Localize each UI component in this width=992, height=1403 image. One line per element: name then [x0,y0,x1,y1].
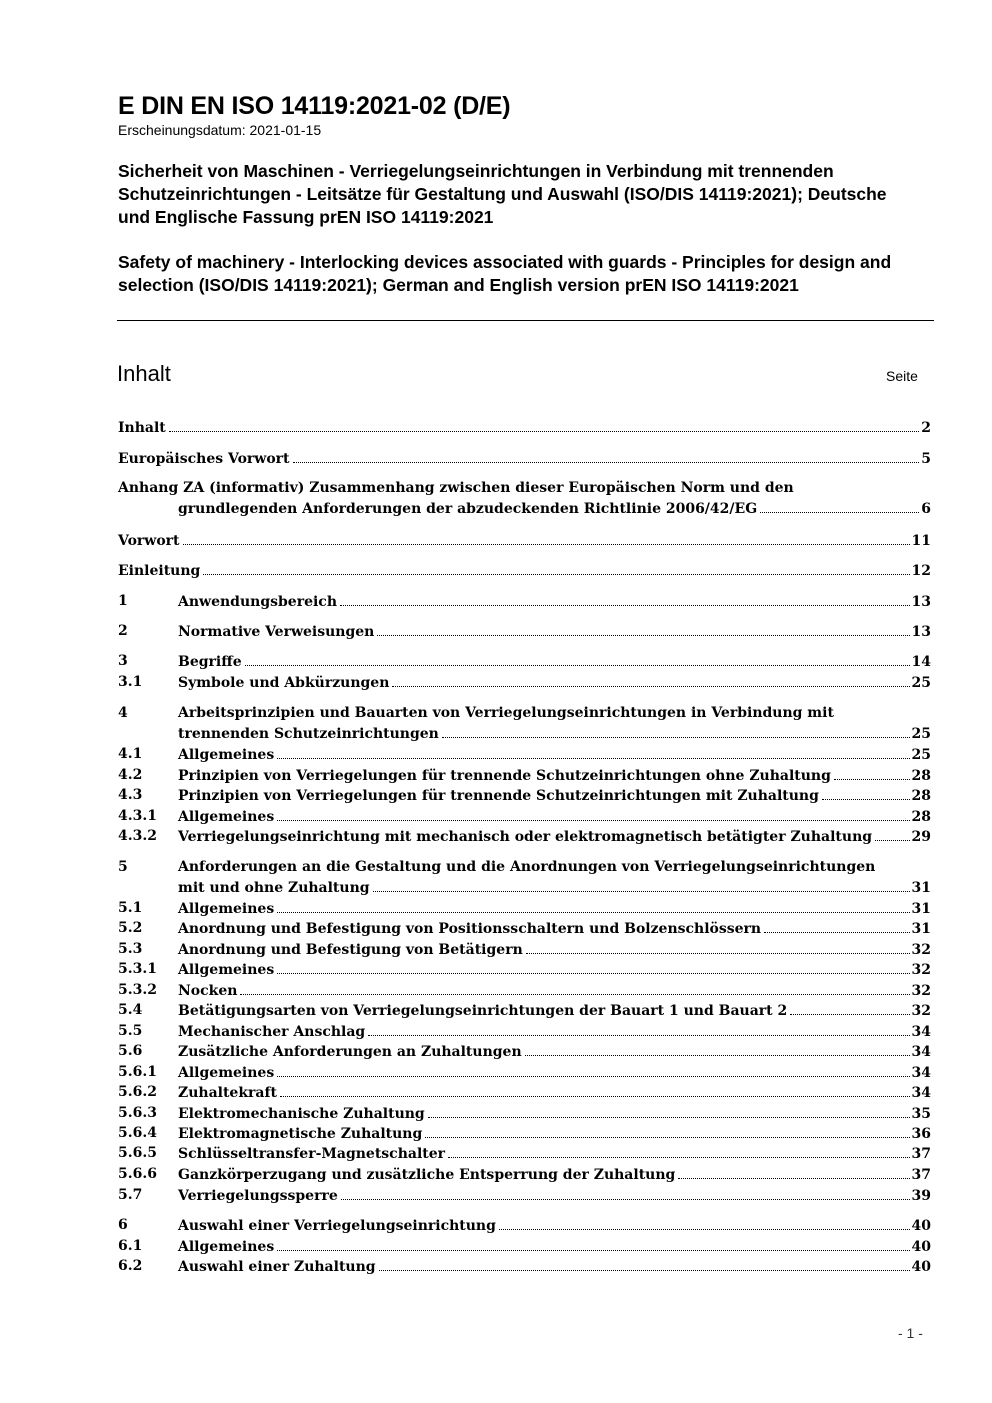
toc-entry[interactable] [118,1256,931,1276]
toc-entry-number: 4.3.2 [118,828,157,844]
toc-entry-number: 3 [118,653,128,669]
toc-entry-page: 31 [911,901,931,917]
toc-entry[interactable] [118,806,931,826]
dot-leader [203,560,909,575]
toc-entry[interactable] [118,621,931,641]
dot-leader [368,1021,909,1036]
dot-leader [428,1103,910,1118]
toc-entry-page: 14 [911,654,931,670]
toc-entry-title: Zusätzliche Anforderungen an Zuhaltungen [178,1044,522,1060]
toc-entry-title: Auswahl einer Verriegelungseinrichtung [178,1218,496,1234]
toc-entry-page: 2 [921,420,931,436]
toc-entry-continuation[interactable] [118,723,931,743]
toc-entry[interactable] [118,1185,931,1205]
dot-leader [277,744,909,759]
toc-entry[interactable] [118,651,931,671]
toc-entry-page: 28 [911,788,931,804]
toc-entry-page: 29 [911,829,931,845]
toc-entry-title: Allgemeines [178,747,275,763]
toc-entry-page: 11 [911,533,931,549]
dot-leader [790,1000,909,1015]
dot-leader [169,417,919,432]
dot-leader [834,765,910,780]
toc-entry-title: Anwendungsbereich [178,594,337,610]
toc-entry-page: 40 [911,1259,931,1275]
dot-leader [183,530,910,545]
dot-leader [277,806,909,821]
toc-entry[interactable] [118,417,931,437]
toc-entry[interactable] [118,1062,931,1082]
toc-entry-number: 5.5 [118,1023,143,1039]
toc-entry-title: Prinzipien von Verriegelungen für trennende Schutzeinrichtungen ohne Zuhaltung [178,768,831,784]
dot-leader [822,785,910,800]
toc-entry[interactable] [118,857,931,877]
dot-leader [526,939,910,954]
toc-entry-title-continued: grundlegenden Anforderungen der abzudeckenden Richtlinie 2006/42/EG [178,501,758,517]
toc-entry-number: 4.3.1 [118,808,157,824]
dot-leader [277,1062,909,1077]
toc-entry-number: 4 [118,705,128,721]
dot-leader [340,591,910,606]
toc-entry[interactable] [118,530,931,550]
toc-entry-number: 2 [118,623,128,639]
dot-leader [293,448,920,463]
toc-entry[interactable] [118,1082,931,1102]
toc-entry-number: 4.2 [118,767,143,783]
toc-entry-title: Allgemeines [178,962,275,978]
toc-entry-page: 40 [911,1218,931,1234]
toc-entry[interactable] [118,591,931,611]
toc-entry-page: 32 [911,1003,931,1019]
dot-leader [341,1185,910,1200]
toc-entry-title: Inhalt [118,420,166,436]
toc-entry-title: Elektromechanische Zuhaltung [178,1106,425,1122]
toc-entry[interactable] [118,1021,931,1041]
toc-entry-page: 32 [911,962,931,978]
toc-entry-page: 25 [911,747,931,763]
toc-entry[interactable] [118,1236,931,1256]
toc-entry-number: 4.1 [118,746,143,762]
toc-entry-continuation[interactable] [118,877,931,897]
toc-entry-page: 12 [911,563,931,579]
toc-entry-title: Allgemeines [178,901,275,917]
toc-entry-page: 31 [911,921,931,937]
toc-entry-page: 35 [911,1106,931,1122]
toc-entry[interactable] [118,478,931,498]
dot-leader [425,1123,909,1138]
dot-leader [448,1143,909,1158]
toc-entry-title: Symbole und Abkürzungen [178,675,390,691]
toc-entry-page: 6 [921,501,931,517]
toc-entry-number: 5.6.1 [118,1064,157,1080]
dot-leader [240,980,909,995]
dot-leader [277,1236,909,1251]
toc-entry-page: 39 [911,1188,931,1204]
toc-entry-page: 28 [911,809,931,825]
title-english: Safety of machinery - Interlocking devices associated with guards - Principles for design and selection (ISO/DIS 14119:2021); German and English version prEN ISO 14119:2021 [118,252,892,295]
dot-leader [764,918,909,933]
toc-entry-number: 5.6.6 [118,1166,157,1182]
toc-entry-number: 4.3 [118,787,143,803]
toc-entry-title: Arbeitsprinzipien und Bauarten von Verriegelungseinrichtungen in Verbindung mit [178,705,834,721]
toc-entry[interactable] [118,918,931,938]
toc-entry[interactable] [118,1123,931,1143]
dot-leader [678,1164,909,1179]
toc-entry[interactable] [118,560,931,580]
toc-entry-number: 6 [118,1217,128,1233]
toc-entry-page: 37 [911,1167,931,1183]
publication-date: Erscheinungsdatum: 2021-01-15 [118,122,322,138]
toc-entry-number: 5.4 [118,1002,143,1018]
toc-entry-page: 32 [911,983,931,999]
toc-entry-title: Allgemeines [178,1239,275,1255]
toc-entry-page: 25 [911,675,931,691]
toc-entry-page: 32 [911,942,931,958]
toc-entry-number: 6.2 [118,1258,143,1274]
toc-entry-page: 13 [911,624,931,640]
dot-leader [373,877,910,892]
toc-entry-title: Betätigungsarten von Verriegelungseinrichtungen der Bauart 1 und Bauart 2 [178,1003,788,1019]
toc-entry-title-continued: mit und ohne Zuhaltung [178,880,370,896]
toc-entry-number: 6.1 [118,1238,143,1254]
toc-entry-page: 28 [911,768,931,784]
toc-entry-number: 5.3.1 [118,961,157,977]
dot-leader [442,723,910,738]
toc-entry-title: Zuhaltekraft [178,1085,277,1101]
toc-entry-page: 13 [911,594,931,610]
toc-entry[interactable] [118,959,931,979]
toc-entry[interactable] [118,703,931,723]
toc-entry[interactable] [118,826,931,846]
toc-entry[interactable] [118,980,931,1000]
toc-entry-number: 5.6.5 [118,1145,157,1161]
dot-leader [760,498,919,513]
dot-leader [525,1041,910,1056]
toc-entry-page: 34 [911,1085,931,1101]
toc-entry-number: 1 [118,593,128,609]
toc-entry-page: 34 [911,1044,931,1060]
page-number: - 1 - [898,1325,923,1341]
toc-entry-title: Anordnung und Befestigung von Positionsschaltern und Bolzenschlössern [178,921,762,937]
toc-entry-title: Verriegelungssperre [178,1188,338,1204]
dot-leader [377,621,909,636]
toc-entry-title: Elektromagnetische Zuhaltung [178,1126,423,1142]
toc-entry-title: Normative Verweisungen [178,624,375,640]
toc-entry-number: 3.1 [118,674,143,690]
toc-entry-page: 34 [911,1024,931,1040]
toc-entry-number: 5.3.2 [118,982,157,998]
dot-leader [875,826,909,841]
toc-entry-title: Auswahl einer Zuhaltung [178,1259,376,1275]
toc-entry[interactable] [118,744,931,764]
toc-entry-title: Vorwort [118,533,180,549]
toc-entry-title: Anforderungen an die Gestaltung und die Anordnungen von Verriegelungseinrichtungen [178,859,876,875]
dot-leader [499,1215,910,1230]
toc-entry[interactable] [118,765,931,785]
toc-entry[interactable] [118,1000,931,1020]
toc-entry[interactable] [118,898,931,918]
toc-page-column-label: Seite [886,368,918,384]
toc-entry-page: 25 [911,726,931,742]
dot-leader [245,651,910,666]
toc-entry-page: 5 [921,451,931,467]
toc-entry-number: 5.7 [118,1187,143,1203]
toc-entry-number: 5.6.4 [118,1125,157,1141]
toc-entry[interactable] [118,939,931,959]
toc-entry-number: 5.3 [118,941,143,957]
toc-entry-page: 34 [911,1065,931,1081]
toc-entry-page: 36 [911,1126,931,1142]
toc-entry[interactable] [118,1143,931,1163]
toc-entry-page: 40 [911,1239,931,1255]
toc-entry-title: Ganzkörperzugang und zusätzliche Entsperrung der Zuhaltung [178,1167,676,1183]
toc-entry-number: 5 [118,859,128,875]
title-german: Sicherheit von Maschinen - Verriegelungseinrichtungen in Verbindung mit trennenden Schutzeinrichtungen - Leitsätze für Gestaltung und Auswahl (ISO/DIS 14119:2021); Deutsche und Englische Fassung prEN ISO 14119:2021 [118,161,887,227]
toc-entry-title: Allgemeines [178,809,275,825]
dot-leader [277,898,909,913]
toc-heading: Inhalt [117,361,171,386]
toc-entry-title: Anhang ZA (informativ) Zusammenhang zwischen dieser Europäischen Norm und den [118,480,794,496]
document-id: E DIN EN ISO 14119:2021-02 (D/E) [118,92,511,120]
toc-entry-continuation[interactable] [118,498,931,518]
toc-entry-number: 5.6.3 [118,1105,157,1121]
toc-entry[interactable] [118,785,931,805]
toc-entry[interactable] [118,1041,931,1061]
toc-entry-title: Europäisches Vorwort [118,451,290,467]
toc-entry-title: Nocken [178,983,238,999]
dot-leader [379,1256,910,1271]
toc-entry-title: Einleitung [118,563,201,579]
toc-entry-number: 5.6 [118,1043,143,1059]
toc-entry-number: 5.6.2 [118,1084,157,1100]
toc-entry-number: 5.2 [118,920,143,936]
toc-entry[interactable] [118,1103,931,1123]
toc-entry-title: Allgemeines [178,1065,275,1081]
toc-entry-title-continued: trennenden Schutzeinrichtungen [178,726,439,742]
toc-entry[interactable] [118,1215,931,1235]
toc-entry-title: Begriffe [178,654,242,670]
dot-leader [277,959,909,974]
toc-entry-number: 5.1 [118,900,143,916]
toc-entry-title: Mechanischer Anschlag [178,1024,366,1040]
toc-entry-title: Verriegelungseinrichtung mit mechanisch oder elektromagnetisch betätigter Zuhaltung [178,829,873,845]
dot-leader [280,1082,910,1097]
toc-entry[interactable] [118,448,931,468]
toc-entry-title: Schlüsseltransfer-Magnetschalter [178,1146,446,1162]
toc-entry-title: Anordnung und Befestigung von Betätigern [178,942,523,958]
toc-entry-title: Prinzipien von Verriegelungen für trennende Schutzeinrichtungen mit Zuhaltung [178,788,819,804]
toc-entry[interactable] [118,1164,931,1184]
toc-entry-page: 31 [911,880,931,896]
toc-entry[interactable] [118,672,931,692]
toc-entry-page: 37 [911,1146,931,1162]
dot-leader [392,672,909,687]
